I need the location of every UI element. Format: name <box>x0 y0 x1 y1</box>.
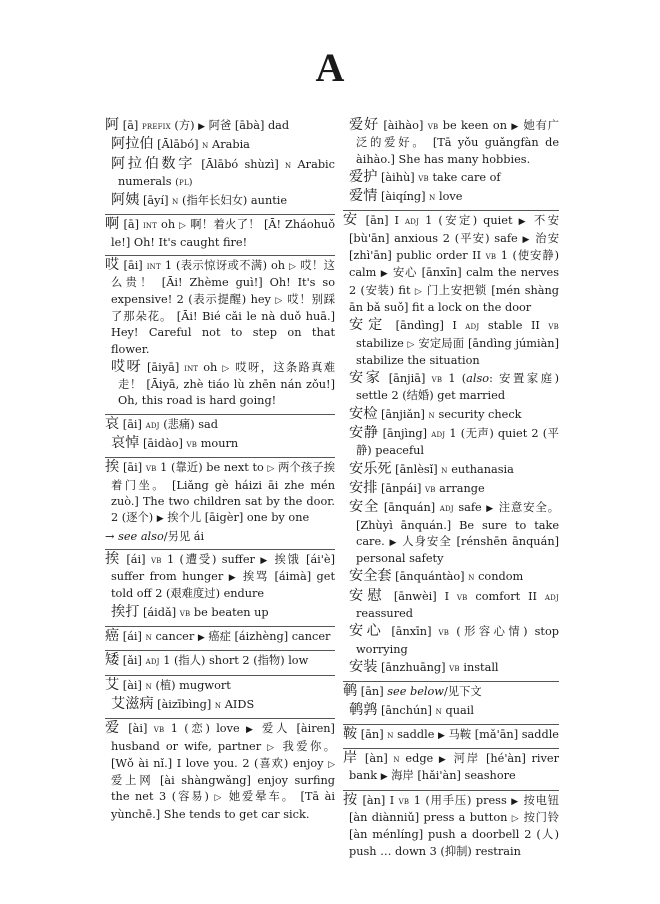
example-marker-icon: ▷ <box>289 262 297 273</box>
part-of-speech: vb <box>398 795 410 807</box>
sub-entry <box>105 359 335 410</box>
entry-text: Arabic numerals <box>118 157 335 188</box>
entry-text: 治安 [zhì'ān] public order II <box>349 231 560 263</box>
entry-text: 挨饿 [ái'è] suffer from hunger <box>111 552 335 584</box>
headword: 爱护 <box>349 168 378 185</box>
entry-text: → <box>105 529 119 543</box>
headword: 哀悼 <box>111 435 140 452</box>
entry-text: 1 ( <box>442 372 467 386</box>
entry-text: [àiqíng] <box>377 190 430 204</box>
headword: 阿姨 <box>111 192 140 209</box>
sub-entry <box>343 702 559 720</box>
part-of-speech: int <box>184 362 199 374</box>
headword: 阿拉伯数字 <box>111 155 196 172</box>
headword: 安定 <box>349 317 388 334</box>
main-entry <box>105 551 335 603</box>
example-marker-icon: ▶ <box>198 122 206 132</box>
part-of-speech: n <box>214 699 222 711</box>
example-marker-icon: ▶ <box>246 725 256 736</box>
main-entry <box>343 212 559 316</box>
entry-text: saddle <box>393 727 439 741</box>
sub-entry <box>343 117 559 168</box>
example-marker-icon: ▶ <box>380 772 388 783</box>
entry-text: 挨个儿 [āigèr] one by one <box>163 511 310 525</box>
entry-text: 她爱晕车。 [Tā ài yùnchē.] She tends to get car sick. <box>111 790 336 821</box>
headword: 挨 <box>105 459 120 476</box>
headword: 矮 <box>105 652 120 669</box>
headword: 岸 <box>343 750 360 767</box>
part-of-speech: adj <box>439 503 454 515</box>
entry-text: comfort II <box>467 589 545 603</box>
entry-text: : 安置家庭) settle 2 (结婚) get married <box>356 372 559 403</box>
entry-text: condom <box>474 570 524 584</box>
part-of-speech: n <box>202 140 209 152</box>
dictionary-entry <box>105 675 335 717</box>
example-marker-icon: ▶ <box>522 234 531 245</box>
part-of-speech: n <box>441 464 448 476</box>
entry-text: [Ālābó] <box>153 138 203 152</box>
entry-text: [ǎi] <box>119 654 146 668</box>
headword: 爱情 <box>349 188 378 205</box>
entry-text: 爱上网 [ài shàngwǎng] enjoy surfing the net 3 (容易) <box>111 774 335 804</box>
entry-text: 1 (无声) quiet 2 (平静) peaceful <box>356 427 559 458</box>
entry-text: [ānzhuāng] <box>377 660 450 674</box>
part-of-speech: vb <box>153 724 165 736</box>
dictionary-entry <box>105 414 335 456</box>
part-of-speech: vb <box>150 554 162 566</box>
sub-entry <box>343 480 559 498</box>
headword: 哀 <box>105 415 120 432</box>
entry-text: [ān] <box>357 727 388 741</box>
headword: 安慰 <box>349 587 386 604</box>
sub-entry <box>105 604 335 622</box>
dictionary-entry <box>343 116 559 208</box>
entry-text: [ái] <box>119 630 146 644</box>
entry-text: reassured <box>356 607 414 621</box>
part-of-speech: n <box>145 680 152 692</box>
part-of-speech: vb <box>418 172 429 184</box>
part-of-speech: adj <box>465 321 480 333</box>
entry-text: [āi] <box>119 461 146 475</box>
example-marker-icon: ▷ <box>414 286 423 297</box>
main-entry <box>343 683 559 700</box>
part-of-speech: n <box>428 409 435 421</box>
main-entry <box>105 529 335 545</box>
part-of-speech: n <box>468 572 475 584</box>
sub-entry <box>343 659 559 677</box>
main-entry <box>105 459 335 527</box>
entry-text: [ānjiǎn] <box>377 407 429 421</box>
headword: 挨 <box>105 550 121 567</box>
entry-text: [ānlèsǐ] <box>391 462 442 476</box>
example-marker-icon: ▶ <box>438 730 445 741</box>
entry-text: 哎呀，这条路真难走！ [Āiyā, zhè tiáo lù zhēn nán zǒu!] Oh, this road is hard going! <box>118 360 336 408</box>
main-entry <box>105 257 335 358</box>
entry-text: 1 (恋) love <box>164 722 247 736</box>
headword: 安排 <box>349 479 378 496</box>
entry-text: 安定局面 [āndìng júmiàn] stabilize the situation <box>356 336 559 367</box>
entry-text: Arabia <box>208 138 250 152</box>
dictionary-entry <box>343 724 559 746</box>
entry-text: 门上安把锁 [mén shàng ān bǎ suǒ] fit a lock on the door <box>349 283 560 314</box>
entry-text: (植) mugwort <box>151 678 231 692</box>
sub-entry <box>343 188 559 206</box>
example-marker-icon: ▶ <box>511 796 519 807</box>
main-entry <box>105 720 335 823</box>
part-of-speech: n <box>435 705 442 717</box>
part-of-speech: n <box>393 754 400 766</box>
headword: 哎 <box>105 257 120 274</box>
part-of-speech: vb <box>548 321 559 333</box>
headword: 艾滋病 <box>111 695 154 712</box>
entry-text: [ài] <box>121 722 154 736</box>
entry-text: 1 (指人) short 2 (指物) low <box>159 654 309 668</box>
part-of-speech: vb <box>424 483 436 495</box>
entry-text: 哎！这么贵！ [Āi! Zhème guì!] Oh! It's so expensive! 2 (表示提醒) hey <box>111 259 335 306</box>
entry-text: [ānjiā] <box>382 372 432 386</box>
sub-entry <box>343 623 559 658</box>
entry-text: 1 (使安静) calm <box>349 249 560 280</box>
entry-text: quail <box>441 703 474 717</box>
example-marker-icon: ▷ <box>511 813 520 824</box>
headword: 安家 <box>349 370 383 387</box>
entry-text: 1 (靠近) be next to <box>156 461 268 475</box>
entry-text: edge <box>399 752 439 766</box>
entry-text: [ānpái] <box>377 481 425 495</box>
main-entry <box>105 216 335 251</box>
dictionary-entry <box>105 255 335 412</box>
headword: 安全套 <box>349 568 392 585</box>
entry-text: 不安 [bù'ān] anxious 2 (平安) safe <box>349 214 560 245</box>
entry-text: 海岸 [hǎi'àn] seashore <box>387 769 516 783</box>
entry-text: 阿爸 [ābà] dad <box>205 119 290 132</box>
entry-text: [āi] <box>119 259 147 273</box>
part-of-speech: adj <box>405 216 420 228</box>
cross-reference-label: see also <box>118 529 164 543</box>
sub-entry <box>343 425 559 460</box>
example-marker-icon: ▶ <box>486 504 495 515</box>
example-marker-icon: ▶ <box>438 755 448 766</box>
part-of-speech: int <box>146 261 161 273</box>
headword: 哎呀 <box>111 358 143 375</box>
entry-text: install <box>459 660 499 674</box>
cross-reference-label: see below <box>387 685 444 699</box>
headword: 爱好 <box>349 117 379 133</box>
entry-text: [āidào] <box>139 437 187 451</box>
entry-text: mourn <box>197 437 239 451</box>
entry-text: AIDS <box>221 697 255 711</box>
entry-text: [āi] <box>119 417 146 431</box>
entry-text: be beaten up <box>190 605 269 619</box>
sub-entry <box>343 461 559 479</box>
part-of-speech: n <box>172 196 179 208</box>
entry-text: safe <box>453 501 487 515</box>
dictionary-entry <box>105 626 335 648</box>
section-letter: A <box>315 45 345 90</box>
part-of-speech: vb <box>179 607 191 619</box>
entry-text: [ānchún] <box>377 703 436 717</box>
sub-entry <box>343 588 559 623</box>
sub-entry <box>105 696 335 714</box>
part-of-speech: n <box>387 729 394 741</box>
entry-text: be keen on <box>438 119 512 132</box>
part-of-speech: vb <box>431 374 443 386</box>
sub-entry <box>105 156 335 192</box>
example-marker-icon: ▷ <box>275 295 284 306</box>
entry-text: 注意安全。 [Zhùyì ānquán.] Be sure to take care. <box>356 501 559 548</box>
headword: 鹌鹑 <box>349 701 378 718</box>
dictionary-entry <box>343 210 559 679</box>
part-of-speech: adj <box>544 591 559 603</box>
main-entry <box>105 416 335 434</box>
example-marker-icon: ▶ <box>380 269 389 280</box>
example-marker-icon: ▷ <box>179 221 187 232</box>
entry-text: 1 (安定) quiet <box>419 214 519 228</box>
example-marker-icon: ▷ <box>267 464 275 475</box>
entry-text: [àihào] <box>378 119 428 132</box>
headword: 安装 <box>349 658 378 675</box>
main-entry <box>343 726 559 744</box>
main-entry <box>343 750 559 786</box>
part-of-speech: vb <box>485 251 497 263</box>
headword: 安 <box>343 212 360 229</box>
headword: 阿拉伯 <box>111 136 154 153</box>
entry-text: [āiyā] <box>142 360 185 374</box>
headword: 安静 <box>349 425 379 442</box>
entry-text: arrange <box>435 481 485 495</box>
part-of-speech: (pl) <box>175 176 193 188</box>
example-marker-icon: ▶ <box>518 217 528 228</box>
entry-text: /见下文 <box>443 685 482 699</box>
dictionary-entry <box>343 681 559 722</box>
entry-text: [àizībìng] <box>153 697 215 711</box>
entry-text: (指年长妇女) auntie <box>178 194 288 208</box>
part-of-speech: vb <box>186 439 198 451</box>
headword: 爱 <box>105 720 122 737</box>
entry-text: 癌症 [áizhèng] cancer <box>204 630 331 644</box>
headword: 阿 <box>105 117 120 133</box>
entry-text: 按门铃 [àn ménlíng] push a doorbell 2 (人) push … down 3 (抑制) restrain <box>349 810 559 858</box>
entry-text: 河岸 [hé'àn] river bank <box>349 752 559 783</box>
headword: 按 <box>343 791 359 808</box>
example-marker-icon: ▶ <box>260 555 270 566</box>
part-of-speech: vb <box>449 662 460 674</box>
entry-text: 哎！别踩了那朵花。 [Āi! Bié cǎi le nà duǒ huā.] Hey! Careful not to step on that flower. <box>111 292 336 356</box>
headword: 安乐死 <box>349 460 392 477</box>
example-marker-icon: ▶ <box>197 633 205 644</box>
entry-text: euthanasia <box>447 462 514 476</box>
headword: 安心 <box>349 623 385 640</box>
sub-entry <box>343 406 559 424</box>
entry-text: [áidǎ] <box>139 605 180 619</box>
cross-reference-label: also <box>466 372 490 386</box>
entry-text: stable II <box>479 319 549 333</box>
entry-text: 她有广泛的爱好。 [Tā yǒu guǎngfàn de àihào.] She has many hobbies. <box>356 119 559 166</box>
sub-entry <box>343 370 559 405</box>
dictionary-entry <box>343 790 559 862</box>
dictionary-entry <box>105 457 335 546</box>
entry-text: [ānwèi] I <box>385 589 457 603</box>
headword: 鹌 <box>343 683 358 700</box>
main-entry <box>105 628 335 646</box>
entry-text: 安心 [ānxīn] calm the nerves 2 (安装) fit <box>349 266 560 297</box>
entry-text: (悲痛) sad <box>159 417 218 431</box>
entry-text: [ā] <box>119 119 142 132</box>
dictionary-entry <box>105 650 335 672</box>
entry-text: (形容心情) stop worrying <box>356 625 559 656</box>
entry-text: [ān] I <box>359 214 406 228</box>
entry-text: cancer <box>151 630 198 644</box>
main-entry <box>105 117 335 135</box>
entry-text: [ānjìng] <box>378 427 432 441</box>
entry-text: [ānquán] <box>379 501 440 515</box>
entry-text: [ā] <box>119 218 143 232</box>
part-of-speech: prefix <box>141 121 171 132</box>
entry-text: 1 (遭受) suffer <box>161 552 261 566</box>
example-marker-icon: ▷ <box>222 363 231 374</box>
headword: 安检 <box>349 405 378 422</box>
entry-text: [àihù] <box>377 170 419 184</box>
entry-text: 啊！着火了！ [Ā! Zháohuǒ le!] Oh! It's caught fire! <box>111 218 335 249</box>
entry-text: oh <box>157 218 180 232</box>
part-of-speech: n <box>145 632 152 644</box>
dictionary-entry <box>105 718 335 825</box>
sub-entry <box>105 136 335 154</box>
example-marker-icon: ▶ <box>156 514 164 525</box>
headword: 安全 <box>349 499 380 516</box>
entry-text: stabilize <box>356 336 408 350</box>
entry-text: 马鞍 [mǎ'ān] saddle <box>444 727 559 741</box>
entry-text: [āyí] <box>139 194 173 208</box>
entry-text: take care of <box>428 170 501 184</box>
part-of-speech: n <box>429 192 436 204</box>
headword: 艾 <box>105 676 120 693</box>
entry-text: [āndìng] I <box>387 319 466 333</box>
headword: 癌 <box>105 628 120 645</box>
entry-text: 1 (表示惊讶或不满) oh <box>160 259 290 273</box>
entry-text: 人身安全 [rénshēn ānquán] personal safety <box>356 534 560 566</box>
part-of-speech: vb <box>427 121 439 132</box>
entry-text: /另见 ái <box>163 529 205 543</box>
part-of-speech: vb <box>456 591 468 603</box>
main-entry <box>105 652 335 670</box>
entry-text: [àn] <box>359 752 394 766</box>
entry-text: [ài] <box>119 678 146 692</box>
entry-text: [àn] I <box>358 793 399 807</box>
right-column <box>343 116 559 864</box>
sub-entry <box>343 317 559 369</box>
entry-text: 1 (用手压) press <box>409 793 512 807</box>
headword: 鞍 <box>343 725 358 742</box>
entry-text: 挨骂 [áimà] get told off 2 (艰难度过) endure <box>111 570 336 601</box>
example-marker-icon: ▶ <box>228 573 238 584</box>
example-marker-icon: ▷ <box>267 742 277 753</box>
sub-entry <box>343 568 559 586</box>
entry-text: 按电钮 [àn diànniǔ] press a button <box>349 793 560 824</box>
sub-entry <box>343 499 559 567</box>
dictionary-entry <box>105 116 335 212</box>
headword: 啊 <box>105 216 120 233</box>
entry-text: 我爱你。 [Wǒ ài nǐ.] I love you. 2 (喜欢) enjoy <box>111 739 336 770</box>
part-of-speech: vb <box>438 627 450 639</box>
part-of-speech: adj <box>145 656 160 668</box>
sub-entry <box>105 192 335 210</box>
example-marker-icon: ▷ <box>214 793 224 804</box>
entry-text: security check <box>434 407 522 421</box>
sub-entry <box>105 435 335 453</box>
main-entry <box>343 792 559 860</box>
part-of-speech: n <box>284 159 292 171</box>
part-of-speech: int <box>142 220 158 232</box>
example-marker-icon: ▶ <box>389 537 398 548</box>
main-entry <box>105 677 335 695</box>
part-of-speech: vb <box>145 463 157 475</box>
example-marker-icon: ▶ <box>511 122 520 132</box>
example-marker-icon: ▷ <box>328 759 335 770</box>
headword: 挨打 <box>111 603 140 620</box>
part-of-speech: adj <box>431 429 446 441</box>
example-marker-icon: ▷ <box>407 339 415 350</box>
left-column <box>105 116 335 827</box>
dictionary-entry <box>105 214 335 253</box>
sub-entry <box>343 169 559 187</box>
dictionary-entry <box>105 549 335 624</box>
dictionary-entry <box>343 748 559 788</box>
entry-text: 爱人 [àiren] husband or wife, partner <box>111 722 335 753</box>
entry-text: 两个孩子挨着门坐。 [Liǎng gè háizi āi zhe mén zuò.] The two children sat by the door. 2 (逐个) <box>111 461 335 525</box>
part-of-speech: adj <box>145 419 160 431</box>
entry-text: [ānxīn] <box>384 625 439 639</box>
entry-text: [ān] <box>357 685 388 699</box>
entry-text: oh <box>198 360 223 374</box>
entry-text: (方) <box>170 119 199 132</box>
entry-text: love <box>435 190 463 204</box>
entry-text: [ānquántào] <box>391 570 469 584</box>
entry-text: [ái] <box>121 552 151 566</box>
entry-text: [Ālābó shùzì] <box>195 157 285 171</box>
